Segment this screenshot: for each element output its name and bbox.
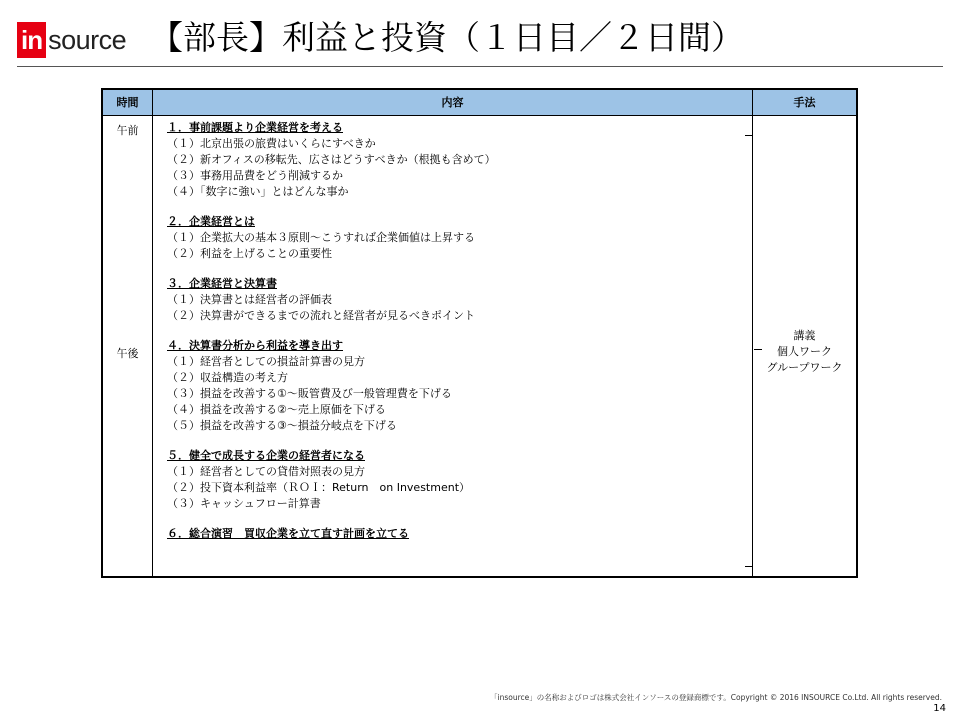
section-item: （１）経営者としての損益計算書の見方 — [167, 355, 365, 368]
section-item: （１）経営者としての貸借対照表の見方 — [167, 465, 365, 478]
header-time: 時間 — [116, 96, 139, 109]
section-item: （１）決算書とは経営者の評価表 — [167, 293, 332, 306]
section-item: （５）損益を改善する③～損益分岐点を下げる — [167, 419, 397, 432]
section-item: （３）事務用品費をどう削減するか — [167, 169, 343, 182]
header-method: 手法 — [793, 96, 816, 109]
section-item: （１）北京出張の旅費はいくらにすべきか — [167, 137, 376, 150]
section-item: （２）決算書ができるまでの流れと経営者が見るべきポイント — [167, 309, 475, 322]
section-item: （４）「数字に強い」とはどんな事か — [167, 185, 349, 198]
section-item: （２）収益構造の考え方 — [167, 371, 288, 384]
content-list — [167, 120, 747, 556]
section-heading: ２．企業経営とは — [167, 215, 255, 228]
section-heading: ３．企業経営と決算書 — [167, 277, 277, 290]
section-3 — [167, 276, 747, 324]
method-list — [753, 328, 856, 376]
method-group-work: グループワーク — [766, 361, 843, 374]
section-4 — [167, 338, 747, 434]
section-heading: ６．総合演習 買収企業を立て直す計画を立てる — [167, 527, 409, 540]
header-content: 内容 — [441, 96, 464, 109]
section-1 — [167, 120, 747, 200]
section-heading: ５．健全で成長する企業の経営者になる — [167, 449, 365, 462]
time-am: 午前 — [116, 124, 139, 137]
section-item: （４）損益を改善する②～売上原価を下げる — [167, 403, 386, 416]
page-number: 14 — [933, 703, 946, 714]
table-header-row — [103, 90, 856, 116]
page-title: 【部長】利益と投資（１日目／２日間） — [150, 18, 744, 57]
title-divider — [17, 66, 943, 67]
section-5 — [167, 448, 747, 512]
method-individual-work: 個人ワーク — [777, 345, 832, 358]
section-heading: １．事前課題より企業経営を考える — [167, 121, 343, 134]
method-lecture: 講義 — [793, 329, 816, 342]
section-heading: ４．決算書分析から利益を導き出す — [167, 339, 343, 352]
logo-mark: in — [17, 22, 46, 58]
section-item: （３）キャッシュフロー計算書 — [167, 497, 321, 510]
copyright-footer: 「insource」の名称およびロゴは株式会社インソースの登録商標です。Copyright © 2016 INSOURCE Co.Ltd. All rights reserved. — [490, 693, 942, 702]
section-item: （２）新オフィスの移転先、広さはどうすべきか（根拠も含めて） — [167, 153, 496, 166]
schedule-table — [101, 88, 858, 578]
section-item: （２）投下資本利益率（ＲＯＩ：Return on Investment） — [167, 481, 471, 494]
section-item: （３）損益を改善する①～販管費及び一般管理費を下げる — [167, 387, 452, 400]
time-pm: 午後 — [116, 347, 139, 360]
insource-logo — [17, 22, 126, 58]
section-2 — [167, 214, 747, 262]
column-divider — [152, 90, 153, 576]
section-item: （２）利益を上げることの重要性 — [167, 247, 332, 260]
section-item: （１）企業拡大の基本３原則～こうすれば企業価値は上昇する — [167, 231, 475, 244]
range-bracket — [745, 135, 753, 567]
logo-wordmark: source — [48, 25, 127, 55]
section-6 — [167, 526, 747, 542]
